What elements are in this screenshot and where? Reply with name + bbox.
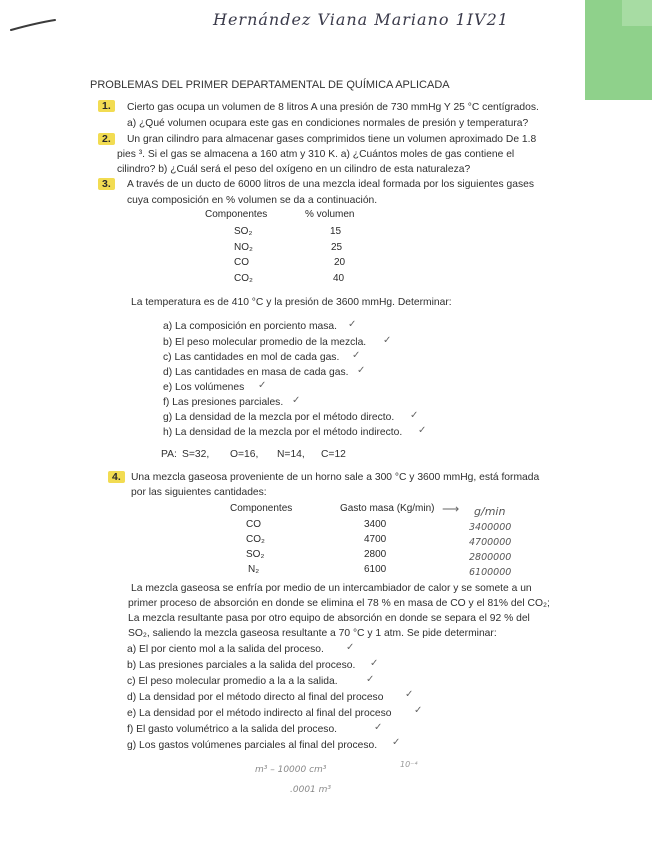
pen-scribble [10,18,56,32]
problem-line: pies ³. Si el gas se almacena a 160 atm y 310 K. a) ¿Cuántos moles de gas contiene el [117,149,515,160]
task-item: b) Las presiones parciales a la salida del proceso. [127,660,356,671]
table-cell: CO₂ [246,534,265,545]
check-mark-icon: ✓ [346,642,355,653]
check-mark-icon: ✓ [366,674,375,685]
handwritten-note: .0001 m³ [290,785,332,795]
problem-number: 4. [108,471,125,483]
table-cell: 20 [334,257,346,268]
problem-paragraph: La mezcla gaseosa se enfría por medio de un intercambiador de calor y se somete a un [131,583,532,594]
task-item: c) El peso molecular promedio a la a la salida. [127,676,338,687]
check-mark-icon: ✓ [410,410,419,421]
check-mark-icon: ✓ [392,737,401,748]
table-cell: SO₂ [246,549,265,560]
table-cell: 40 [333,273,345,284]
handwritten-note: 10⁻⁴ [400,760,418,769]
check-mark-icon: ✓ [370,658,379,669]
task-item: g) Los gastos volúmenes parciales al final del proceso. [127,740,378,751]
problem-statement: La temperatura es de 410 °C y la presión de 3600 mmHg. Determinar: [131,297,452,308]
problem-number: 3. [98,178,115,190]
table-header: Componentes [205,209,268,220]
table-cell: 3400 [364,519,387,530]
problem-line: Cierto gas ocupa un volumen de 8 litros A una presión de 730 mmHg Y 25 °C centígrados. [127,102,539,113]
problem-line: A través de un ducto de 6000 litros de una mezcla ideal formada por los siguientes gases [127,179,534,190]
check-mark-icon: ✓ [258,380,267,391]
problem-paragraph: primer proceso de absorción en donde se elimina el 78 % en masa de CO y el 81% del CO₂; [128,598,550,609]
table-cell: NO₂ [234,242,253,253]
task-item: c) Las cantidades en mol de cada gas. [163,352,340,363]
table-cell: 2800 [364,549,387,560]
problem-paragraph: SO₂, saliendo la mezcla gaseosa resultante a 70 °C y 1 atm. Se pide determinar: [128,628,497,639]
problem-paragraph: La mezcla resultante pasa por otro equipo de absorción en donde se separa el 92 % del [128,613,530,624]
table-cell: SO₂ [234,226,253,237]
task-item: g) La densidad de la mezcla por el método directo. [163,412,395,423]
atomic-weight: O=16, [230,449,259,460]
table-header: Gasto masa (Kg/min) [340,503,435,514]
handwritten-value: 6100000 [469,567,512,578]
table-cell: N₂ [248,564,260,575]
task-item: e) Los volúmenes [163,382,245,393]
table-cell: 15 [330,226,342,237]
check-mark-icon: ✓ [292,395,301,406]
handwritten-value: 4700000 [469,537,512,548]
table-cell: 4700 [364,534,387,545]
handwritten-unit: g/min [474,505,506,518]
table-cell: 25 [331,242,343,253]
check-mark-icon: ✓ [383,335,392,346]
check-mark-icon: ✓ [405,689,414,700]
student-name: Hernández Viana Mariano 1IV21 [213,10,509,29]
table-cell: CO₂ [234,273,253,284]
check-mark-icon: ✓ [357,365,366,376]
problem-line: Un gran cilindro para almacenar gases comprimidos tiene un volumen aproximado De 1.8 [127,134,537,145]
atomic-weight: S=32, [182,449,210,460]
table-cell: CO [246,519,261,530]
document-title: PROBLEMAS DEL PRIMER DEPARTAMENTAL DE QUÍMICA APLICADA [90,79,450,91]
table-cell: CO [234,257,249,268]
atomic-weight-label: PA: [161,449,177,460]
problem-number: 1. [98,100,115,112]
table-header: % volumen [305,209,355,220]
task-item: f) Las presiones parciales. [163,397,284,408]
task-item: d) Las cantidades en masa de cada gas. [163,367,349,378]
atomic-weight: N=14, [277,449,305,460]
problem-line: cilindro? b) ¿Cuál será el peso del oxígeno en un cilindro de esta naturaleza? [117,164,471,175]
task-item: f) El gasto volumétrico a la salida del proceso. [127,724,338,735]
check-mark-icon: ✓ [374,722,383,733]
atomic-weight: C=12 [321,449,346,460]
problem-line: a) ¿Qué volumen ocupara este gas en condiciones normales de presión y temperatura? [127,118,529,129]
task-item: a) La composición en porciento masa. [163,321,337,332]
handwritten-value: 2800000 [469,552,512,563]
check-mark-icon: ✓ [352,350,361,361]
task-item: d) La densidad por el método directo al final del proceso [127,692,384,703]
problem-line: Una mezcla gaseosa proveniente de un horno sale a 300 °C y 3600 mmHg, está formada [131,472,540,483]
check-mark-icon: ✓ [414,705,423,716]
task-item: a) El por ciento mol a la salida del proceso. [127,644,324,655]
problem-line: cuya composición en % volumen se da a continuación. [127,195,378,206]
task-item: e) La densidad por el método indirecto al final del proceso [127,708,392,719]
problem-number: 2. [98,133,115,145]
table-header: Componentes [230,503,293,514]
table-cell: 6100 [364,564,387,575]
check-mark-icon: ✓ [348,319,357,330]
check-mark-icon: ✓ [418,425,427,436]
problem-line: por las siguientes cantidades: [131,487,267,498]
handwritten-note: m³ – 10000 cm³ [255,765,327,775]
arrow-right-icon: ⟶ [442,502,460,516]
handwritten-value: 3400000 [469,522,512,533]
task-item: b) El peso molecular promedio de la mezcla. [163,337,367,348]
task-item: h) La densidad de la mezcla por el método indirecto. [163,427,403,438]
sticky-note-tab [622,0,652,26]
